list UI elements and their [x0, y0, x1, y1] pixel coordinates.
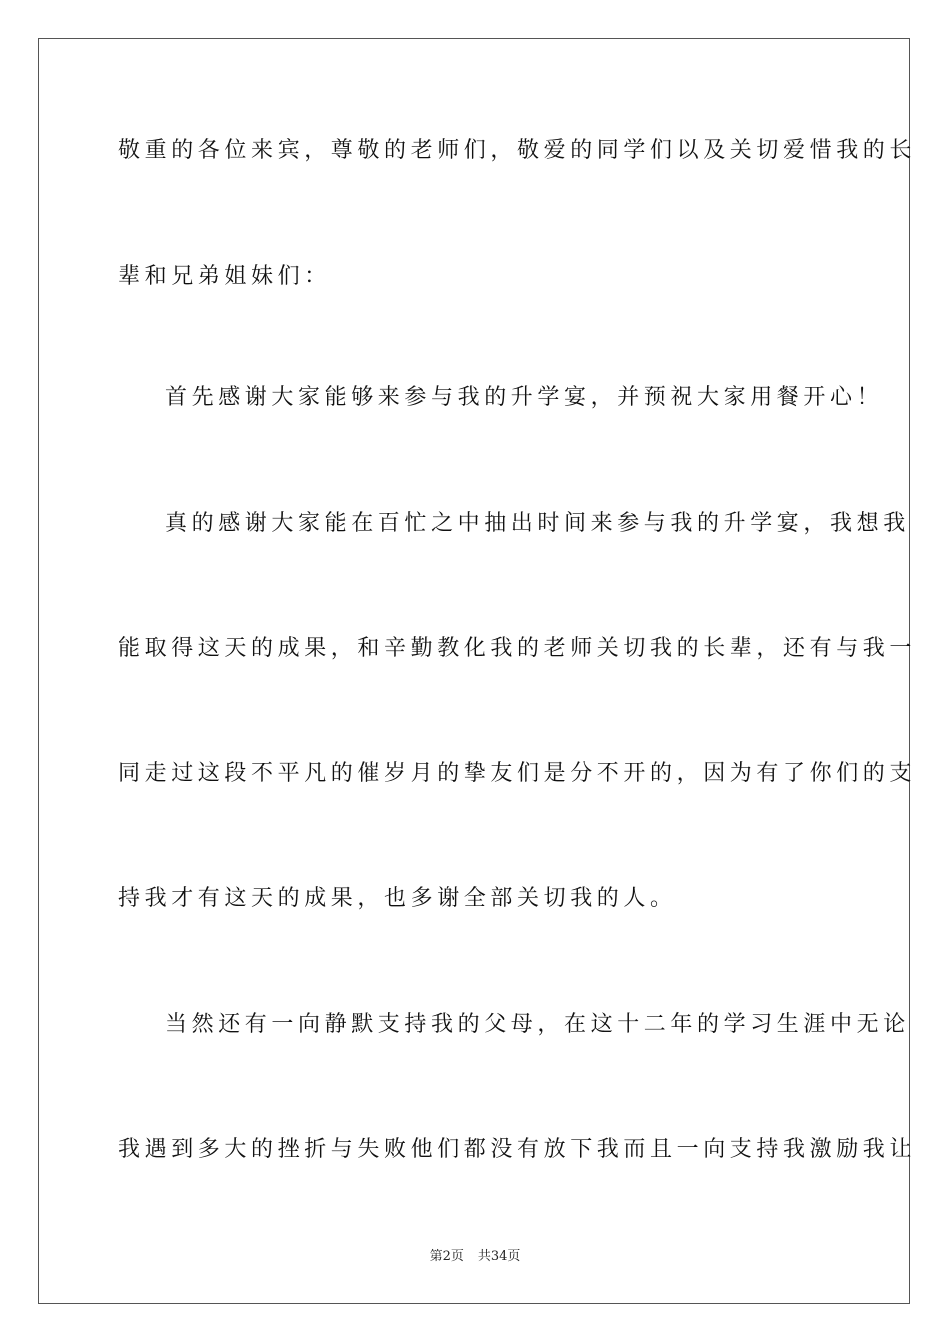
paragraph-line: 辈和兄弟姐妹们： [118, 264, 331, 289]
page-footer [0, 1248, 950, 1266]
page-frame [38, 38, 917, 1304]
page-number: 第2页 [429, 1249, 464, 1264]
paragraph-line: 能取得这天的成果，和辛勤教化我的老师关切我的长辈，还有与我一 [118, 636, 917, 661]
paragraph-line: 我遇到多大的挫折与失败他们都没有放下我而且一向支持我激励我让 [118, 1137, 917, 1162]
paragraph-line: 当然还有一向静默支持我的父母，在这十二年的学习生涯中无论 [165, 1012, 910, 1037]
paragraph-line: 首先感谢大家能够来参与我的升学宴，并预祝大家用餐开心！ [165, 385, 884, 410]
paragraph-line: 同走过这段不平凡的催岁月的挚友们是分不开的，因为有了你们的支 [118, 761, 917, 786]
paragraph-line: 敬重的各位来宾，尊敬的老师们，敬爱的同学们以及关切爱惜我的长 [118, 138, 917, 163]
paragraph-line: 真的感谢大家能在百忙之中抽出时间来参与我的升学宴，我想我 [165, 511, 910, 536]
page-total: 共34页 [477, 1249, 521, 1264]
paragraph-line: 持我才有这天的成果，也多谢全部关切我的人。 [118, 886, 677, 911]
